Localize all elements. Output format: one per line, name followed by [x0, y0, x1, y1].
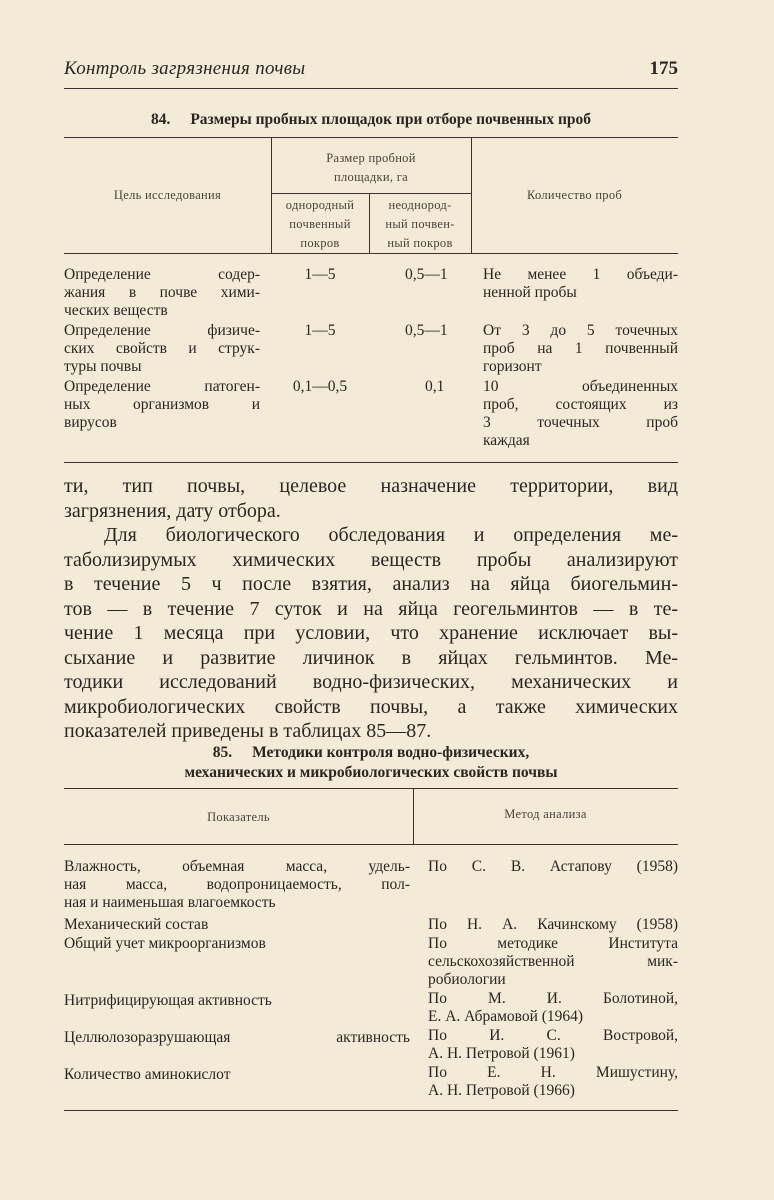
text-line: тодики исследований водно-физических, механических и	[64, 671, 678, 693]
table85-title-line1: Методики контроля водно-физических,	[252, 744, 530, 761]
cell-line: Е. А. Абрамовой (1964)	[428, 1008, 584, 1025]
table84-header-rule	[64, 253, 678, 254]
table85-number: 85.	[212, 744, 233, 761]
cell-line: Определение физиче-	[64, 322, 260, 339]
table85-row1-indicator	[64, 858, 410, 912]
table85-row5-indicator	[64, 1029, 410, 1047]
table84-row3-homog: 0,1—0,5	[292, 378, 348, 395]
cell-line: А. Н. Петровой (1961)	[428, 1045, 575, 1062]
cell-line: сельскохозяйственной мик-	[428, 953, 678, 970]
table85-row1-method	[428, 858, 678, 876]
cell-line: Целлюлозоразрушающая активность	[64, 1029, 410, 1046]
header-line: Размер пробной	[326, 151, 416, 165]
cell-line: ных организмов и	[64, 396, 260, 413]
header-line: однородный	[285, 198, 355, 212]
table85-header-indicator: Показатель	[207, 810, 270, 824]
cell-line: ная масса, водопроницаемость, пол-	[64, 876, 410, 893]
header-rule	[64, 88, 678, 89]
cell-line: каждая	[483, 432, 530, 449]
cell-line: жания в почве хими-	[64, 284, 260, 301]
cell-line: горизонт	[483, 358, 542, 375]
table84-row1-count	[483, 266, 678, 302]
cell-line: 3 точечных проб	[483, 414, 678, 431]
table85-row4-indicator: Нитрифицирующая активность	[64, 992, 272, 1009]
table84-subheader-rule	[271, 193, 471, 194]
table84-row1-homog: 1—5	[304, 266, 336, 283]
header-line: почвенный	[289, 217, 351, 231]
cell-line: По С. В. Астапову (1958)	[428, 858, 678, 875]
table84-header-size-group	[271, 149, 471, 187]
header-line: ный покров	[387, 236, 453, 250]
table85-bottom-rule	[64, 1110, 678, 1111]
table85-row2-method	[428, 916, 678, 934]
table85-row6-indicator: Количество аминокислот	[64, 1066, 231, 1083]
cell-line: робиологии	[428, 971, 506, 988]
body-paragraph-1	[64, 474, 678, 523]
table85-row3-method	[428, 935, 678, 989]
table85-header-rule	[64, 844, 678, 845]
cell-line: Не менее 1 объеди-	[483, 266, 678, 283]
table85-row2-indicator: Механический состав	[64, 916, 209, 933]
table84-row2-heter: 0,5—1	[405, 322, 448, 339]
cell-line: Определение содер-	[64, 266, 260, 283]
page-number: 175	[649, 58, 678, 79]
table85-row3-indicator: Общий учет микроорганизмов	[64, 935, 266, 952]
cell-line: проб, состоящих из	[483, 396, 678, 413]
cell-line: А. Н. Петровой (1966)	[428, 1082, 575, 1099]
table85-top-rule	[64, 788, 678, 789]
cell-line: Влажность, объемная масса, удель-	[64, 858, 410, 875]
text-line: показателей приведены в таблицах 85—87.	[64, 720, 432, 742]
table84-header-homog	[271, 196, 369, 253]
cell-line: ческих веществ	[64, 302, 168, 319]
table84-bottom-rule	[64, 462, 678, 463]
text-line: таболизирумых химических веществ пробы анализируют	[64, 548, 678, 571]
table85-row5-method	[428, 1027, 678, 1063]
running-header	[64, 58, 678, 88]
cell-line: По М. И. Болотиной,	[428, 990, 678, 1007]
cell-line: От 3 до 5 точечных	[483, 322, 678, 339]
text-line: в течение 5 ч после взятия, анализ на яйца биогельмин-	[64, 573, 678, 595]
cell-line: По И. С. Востровой,	[428, 1027, 678, 1044]
text-line: чение 1 месяца при условии, что хранение исключает вы-	[64, 622, 678, 644]
cell-line: вирусов	[64, 414, 117, 431]
cell-line: ная и наименьшая влагоемкость	[64, 894, 276, 911]
table84-header-heter	[369, 196, 471, 253]
cell-line: проб на 1 почвенный	[483, 340, 678, 357]
text-line: ти, тип почвы, целевое назначение территории, вид	[64, 475, 678, 497]
text-line: тов — в течение 7 суток и на яйца геогельминтов — в те-	[64, 597, 678, 620]
table84-row3-count	[483, 378, 678, 450]
table84-row2-homog: 1—5	[304, 322, 336, 339]
table84-row1-heter: 0,5—1	[405, 266, 448, 283]
cell-line: Определение патоген-	[64, 378, 260, 395]
cell-line: ненной пробы	[483, 284, 577, 301]
header-line: площадки, га	[334, 170, 408, 184]
table84-row1-goal	[64, 266, 260, 320]
table84-header-goal: Цель исследования	[113, 188, 222, 202]
running-header-title: Контроль загрязнения почвы	[64, 58, 306, 79]
header-line: покров	[300, 236, 340, 250]
table85-title-line2: механических и микробиологических свойств почвы	[184, 764, 558, 781]
table84-row2-count	[483, 322, 678, 376]
header-line: неоднород-	[388, 198, 452, 212]
text-line: микробиологических свойств почвы, а также химических	[64, 695, 678, 718]
table84-row2-goal	[64, 322, 260, 376]
text-line: сыхание и развитие личинок в яйцах гельминтов. Ме-	[64, 646, 678, 669]
cell-line: туры почвы	[64, 358, 142, 375]
body-paragraph-2	[64, 523, 678, 744]
header-line: ный почвен-	[385, 217, 455, 231]
table85-caption	[64, 743, 678, 783]
cell-line: ских свойств и струк-	[64, 340, 260, 357]
table84-row3-heter: 0,1	[425, 378, 445, 395]
table85-row6-method	[428, 1064, 678, 1100]
table84-title: Размеры пробных площадок при отборе почвенных проб	[190, 111, 592, 128]
cell-line: По Н. А. Качинскому (1958)	[428, 916, 678, 933]
table84-caption	[64, 110, 678, 130]
table84-header-count: Количество проб	[526, 188, 623, 202]
table85-header-method: Метод анализа	[504, 807, 587, 821]
table84-number: 84.	[150, 111, 171, 128]
table84-top-rule	[64, 137, 678, 138]
cell-line: По методике Института	[428, 935, 678, 952]
text-line: загрязнения, дату отбора.	[64, 499, 281, 522]
table84-row3-goal	[64, 378, 260, 432]
cell-line: 10 объединенных	[483, 378, 678, 395]
cell-line: По Е. Н. Мишустину,	[428, 1064, 678, 1081]
table85-row4-method	[428, 990, 678, 1026]
text-line: Для биологического обследования и определения ме-	[104, 524, 678, 546]
